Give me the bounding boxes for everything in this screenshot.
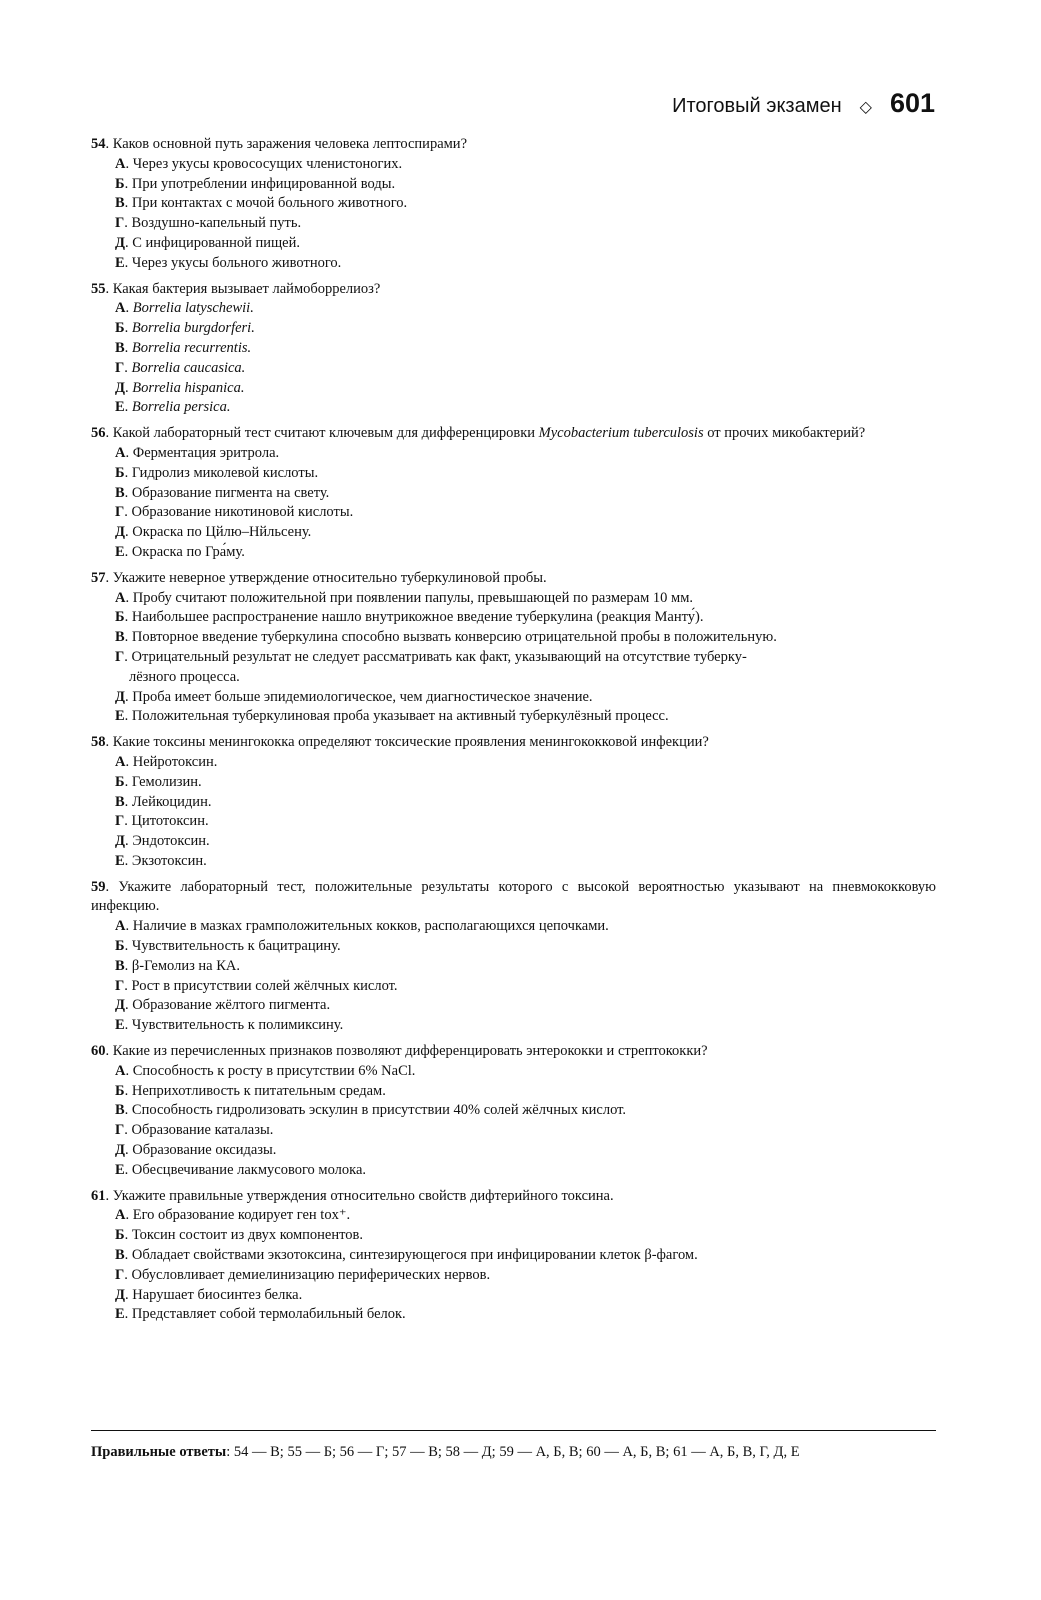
- option-letter: Б: [115, 464, 125, 481]
- option-text: Через укусы больного животного.: [131, 254, 342, 271]
- option-letter: Б: [115, 609, 125, 626]
- question-body: Каков основной путь заражения человека лептоспирами?: [112, 136, 468, 152]
- answer-key-text: 54 — В; 55 — Б; 56 — Г; 57 — В; 58 — Д; 59 — А, Б, В; 60 — А, Б, В; 61 — А, Б, В, Г, Д, Е: [233, 1444, 800, 1460]
- question-number: 60: [91, 1043, 106, 1060]
- option-text: Наибольшее распространение нашло внутрикожное введение туберкулина (реакция Манту́).: [131, 609, 704, 626]
- option-v: В. Лейкоцидин.: [115, 793, 212, 810]
- option-letter: Е: [115, 543, 125, 560]
- diamond-icon: ◇: [859, 97, 872, 116]
- chapter-title: Итоговый экзамен: [672, 95, 842, 117]
- question-54: [91, 135, 936, 274]
- question-body: Укажите лабораторный тест, положительные результаты которого с высокой вероятностью указывают на пневмококковую инфекцию.: [91, 878, 937, 915]
- option-text: Нарушает биосинтез белка.: [132, 1286, 303, 1303]
- option-g: Г. Отрицательный результат не следует рассматривать как факт, указывающий на отсутствие туберку- лёзного процесса.: [115, 648, 936, 688]
- options-list: [115, 299, 936, 418]
- option-letter: А: [115, 753, 126, 770]
- option-b: Б. Гемолизин.: [115, 773, 202, 790]
- option-text: Гидролиз миколевой кислоты.: [131, 464, 319, 481]
- option-letter: Б: [115, 320, 125, 337]
- option-text: Проба имеет больше эпидемиологическое, чем диагностическое значение.: [132, 688, 593, 705]
- option-v: В. Повторное введение туберкулина способно вызвать конверсию отрицательной пробы в положительную.: [115, 629, 777, 646]
- option-b: Б. Гидролиз миколевой кислоты.: [115, 464, 319, 481]
- question-body: Какие токсины менингококка определяют токсические проявления менингококковой инфекции?: [112, 734, 709, 751]
- option-letter: Г: [115, 1266, 125, 1283]
- option-e: Е. Экзотоксин.: [115, 852, 207, 869]
- option-letter: В: [115, 484, 125, 501]
- option-v: В. Способность гидролизовать эскулин в присутствии 40% солей жёлчных кислот.: [115, 1102, 627, 1119]
- options-list: [115, 155, 936, 274]
- option-text: Чувствительность к полимиксину.: [131, 1017, 344, 1034]
- option-text: Borrelia caucasica.: [131, 359, 246, 376]
- option-letter: Д: [115, 1142, 125, 1159]
- question-58: [91, 733, 936, 872]
- option-text: Представляет собой термолабильный белок.: [131, 1306, 406, 1323]
- option-letter: В: [115, 1102, 125, 1119]
- option-a: А. Его образование кодирует ген tox⁺.: [115, 1207, 351, 1224]
- option-letter: Б: [115, 1082, 125, 1099]
- option-text: При контактах с мочой больного животного.: [131, 195, 408, 212]
- option-letter: В: [115, 339, 125, 356]
- option-d: Д. Эндотоксин.: [115, 833, 210, 850]
- option-g: Г. Цитотоксин.: [115, 813, 209, 830]
- option-text: β-Гемолиз на КА.: [131, 957, 241, 974]
- option-d: Д. Проба имеет больше эпидемиологическое, чем диагностическое значение.: [115, 688, 593, 705]
- option-text: Токсин состоит из двух компонентов.: [131, 1227, 363, 1244]
- question-56: [91, 424, 936, 563]
- question-body: Какая бактерия вызывает лаймоборрелиоз?: [112, 280, 381, 297]
- question-61: [91, 1187, 936, 1326]
- option-letter: А: [115, 589, 126, 606]
- option-a: А. Нейротоксин.: [115, 753, 218, 770]
- option-g: Г. Рост в присутствии солей жёлчных кислот.: [115, 977, 398, 994]
- option-b: Б. Borrelia burgdorferi.: [115, 320, 255, 337]
- option-d: Д. Нарушает биосинтез белка.: [115, 1286, 303, 1303]
- option-text-continued: лёзного процесса.: [129, 668, 240, 685]
- option-a: А. Через укусы кровососущих членистоногих.: [115, 155, 403, 172]
- option-text: Способность к росту в присутствии 6% NaCl.: [132, 1062, 416, 1079]
- option-letter: Е: [115, 1306, 125, 1323]
- option-d: Д. Borrelia hispanica.: [115, 379, 245, 396]
- option-v: В. Образование пигмента на свету.: [115, 484, 330, 501]
- question-number: 59: [91, 878, 106, 895]
- option-text: Обладает свойствами экзотоксина, синтезирующегося при инфицировании клеток β-фагом.: [131, 1247, 698, 1264]
- option-letter: Г: [115, 648, 125, 665]
- option-text: Положительная туберкулиновая проба указывает на активный туберкулёзный процесс.: [131, 708, 669, 725]
- option-letter: Д: [115, 234, 125, 251]
- option-g: Г. Обусловливает демиелинизацию периферических нервов.: [115, 1266, 491, 1283]
- option-v: В. β-Гемолиз на КА.: [115, 957, 241, 974]
- option-text: Его образование кодирует ген tox⁺.: [132, 1207, 351, 1224]
- option-letter: Б: [115, 773, 125, 790]
- option-letter: В: [115, 1247, 125, 1264]
- option-text: Borrelia latyschewii.: [132, 300, 254, 317]
- option-d: Д. Образование оксидазы.: [115, 1142, 277, 1159]
- question-number: 54: [91, 136, 106, 152]
- option-text: Образование оксидазы.: [132, 1142, 277, 1159]
- question-60: [91, 1042, 936, 1181]
- option-text: Способность гидролизовать эскулин в присутствии 40% солей жёлчных кислот.: [131, 1102, 627, 1119]
- question-number: 61: [91, 1187, 106, 1204]
- option-text: Повторное введение туберкулина способно вызвать конверсию отрицательной пробы в положительную.: [131, 629, 777, 646]
- option-a: А. Ферментация эритрола.: [115, 444, 280, 461]
- option-letter: Е: [115, 1161, 125, 1178]
- option-text: Обусловливает демиелинизацию периферических нервов.: [131, 1266, 491, 1283]
- option-letter: Д: [115, 524, 125, 541]
- option-e: Е. Обесцвечивание лакмусового молока.: [115, 1161, 367, 1178]
- option-a: А. Borrelia latyschewii.: [115, 300, 254, 317]
- option-text: Borrelia burgdorferi.: [131, 320, 255, 337]
- question-59: [91, 878, 936, 1036]
- option-letter: Е: [115, 399, 125, 416]
- option-a: А. Пробу считают положительной при появлении папулы, превышающей по размерам 10 мм.: [115, 589, 694, 606]
- option-letter: Е: [115, 852, 125, 869]
- option-a: А. Наличие в мазках грамположительных кокков, располагающихся цепочками.: [115, 918, 609, 935]
- option-e: Е. Положительная туберкулиновая проба указывает на активный туберкулёзный процесс.: [115, 708, 669, 725]
- answer-key: Правильные ответы: 54 — В; 55 — Б; 56 — Г; 57 — В; 58 — Д; 59 — А, Б, В; 60 — А, Б, В; 61 — А, Б, В, Г, Д, Е: [91, 1444, 800, 1460]
- option-letter: А: [115, 300, 126, 317]
- question-body: Какой лабораторный тест считают ключевым для дифференцировки: [112, 425, 539, 442]
- option-text: С инфицированной пищей.: [132, 234, 300, 251]
- option-text: Чувствительность к бацитрацину.: [131, 938, 341, 955]
- option-v: В. При контактах с мочой больного животного.: [115, 195, 408, 212]
- option-g: Г. Образование каталазы.: [115, 1122, 274, 1139]
- running-header: [672, 88, 935, 119]
- answer-key-label: Правильные ответы: [91, 1444, 227, 1460]
- question-number: 56: [91, 425, 106, 442]
- option-letter: В: [115, 957, 125, 974]
- options-list: [115, 1062, 936, 1181]
- question-text: 55. Какая бактерия вызывает лаймоборрелиоз?: [91, 280, 381, 297]
- option-d: Д. Образование жёлтого пигмента.: [115, 997, 331, 1014]
- option-d: Д. С инфицированной пищей.: [115, 234, 300, 251]
- option-e: Е. Представляет собой термолабильный белок.: [115, 1306, 406, 1323]
- question-number: 57: [91, 569, 106, 586]
- option-letter: А: [115, 918, 126, 935]
- question-text: 58. Какие токсины менингококка определяют токсические проявления менингококковой инфекции?: [91, 734, 709, 751]
- option-g: Г. Образование никотиновой кислоты.: [115, 504, 354, 521]
- option-letter: Д: [115, 379, 125, 396]
- option-b: Б. Токсин состоит из двух компонентов.: [115, 1227, 363, 1244]
- option-text: Эндотоксин.: [132, 833, 210, 850]
- option-text: Окраска по Цйлю–Нйльсену.: [132, 524, 312, 541]
- question-text: 54. Каков основной путь заражения человека лептоспирами?: [91, 136, 468, 152]
- option-letter: Д: [115, 688, 125, 705]
- option-text: Неприхотливость к питательным средам.: [131, 1082, 386, 1099]
- question-text: 56. Какой лабораторный тест считают ключевым для дифференцировки Mycobacterium tuberculosis от прочих микобактерий?: [91, 425, 866, 442]
- option-letter: А: [115, 155, 126, 172]
- option-text: Окраска по Гра́му.: [131, 543, 245, 560]
- option-letter: Д: [115, 1286, 125, 1303]
- question-body: Какие из перечисленных признаков позволяют дифференцировать энтерококки и стрептококки?: [112, 1043, 708, 1060]
- option-text: Рост в присутствии солей жёлчных кислот.: [131, 977, 398, 994]
- option-letter: Е: [115, 708, 125, 725]
- options-list: [115, 917, 936, 1036]
- option-letter: Б: [115, 175, 125, 192]
- question-number: 55: [91, 280, 106, 297]
- option-b: Б. Наибольшее распространение нашло внутрикожное введение туберкулина (реакция Манту́).: [115, 609, 704, 626]
- option-text: При употреблении инфицированной воды.: [131, 175, 396, 192]
- option-letter: Д: [115, 833, 125, 850]
- footnote-divider: [91, 1430, 936, 1431]
- option-letter: В: [115, 195, 125, 212]
- page-number: 601: [889, 88, 935, 118]
- option-text: Borrelia hispanica.: [132, 379, 245, 396]
- question-57: [91, 569, 936, 727]
- option-d: Д. Окраска по Цйлю–Нйльсену.: [115, 524, 312, 541]
- option-text: Пробу считают положительной при появлении папулы, превышающей по размерам 10 мм.: [132, 589, 694, 606]
- question-55: [91, 280, 936, 419]
- option-letter: Г: [115, 977, 125, 994]
- question-body: Укажите правильные утверждения относительно свойств дифтерийного токсина.: [112, 1187, 614, 1204]
- option-letter: Г: [115, 813, 125, 830]
- question-text: 61. Укажите правильные утверждения относительно свойств дифтерийного токсина.: [91, 1187, 614, 1204]
- option-text: Наличие в мазках грамположительных кокков, располагающихся цепочками.: [132, 918, 609, 935]
- option-letter: В: [115, 629, 125, 646]
- option-text: Образование каталазы.: [131, 1122, 274, 1139]
- option-text: Образование никотиновой кислоты.: [131, 504, 354, 521]
- option-text: Borrelia persica.: [131, 399, 231, 416]
- option-letter: Б: [115, 1227, 125, 1244]
- option-letter: А: [115, 444, 126, 461]
- option-text: Borrelia recurrentis.: [131, 339, 252, 356]
- option-text: Цитотоксин.: [131, 813, 209, 830]
- option-b: Б. При употреблении инфицированной воды.: [115, 175, 396, 192]
- option-b: Б. Неприхотливость к питательным средам.: [115, 1082, 386, 1099]
- question-text: 60. Какие из перечисленных признаков позволяют дифференцировать энтерококки и стрептококки?: [91, 1043, 708, 1060]
- option-text: Нейротоксин.: [132, 753, 218, 770]
- option-text: Обесцвечивание лакмусового молока.: [131, 1161, 367, 1178]
- option-b: Б. Чувствительность к бацитрацину.: [115, 938, 341, 955]
- option-letter: Е: [115, 254, 125, 271]
- option-letter: А: [115, 1207, 126, 1224]
- option-letter: Д: [115, 997, 125, 1014]
- option-letter: Г: [115, 1122, 125, 1139]
- option-v: В. Обладает свойствами экзотоксина, синтезирующегося при инфицировании клеток β-фагом.: [115, 1247, 698, 1264]
- options-list: [115, 1206, 936, 1325]
- option-letter: А: [115, 1062, 126, 1079]
- option-g: Г. Borrelia caucasica.: [115, 359, 246, 376]
- question-body: Укажите неверное утверждение относительно туберкулиновой пробы.: [112, 569, 547, 586]
- options-list: [115, 444, 936, 563]
- option-text: Воздушно-капельный путь.: [131, 215, 302, 232]
- option-text: Отрицательный результат не следует рассматривать как факт, указывающий на отсутствие туберку-: [131, 648, 747, 665]
- option-a: А. Способность к росту в присутствии 6% NaCl.: [115, 1062, 416, 1079]
- option-e: Е. Чувствительность к полимиксину.: [115, 1017, 344, 1034]
- option-letter: Б: [115, 938, 125, 955]
- option-text: Лейкоцидин.: [131, 793, 212, 810]
- option-text: Образование жёлтого пигмента.: [132, 997, 331, 1014]
- question-text: 57. Укажите неверное утверждение относительно туберкулиновой пробы.: [91, 569, 547, 586]
- option-g: Г. Воздушно-капельный путь.: [115, 215, 302, 232]
- question-number: 58: [91, 734, 106, 751]
- option-text: Гемолизин.: [131, 773, 202, 790]
- options-list: [115, 753, 936, 872]
- option-text: Экзотоксин.: [131, 852, 207, 869]
- question-body-end: от прочих микобактерий?: [703, 425, 866, 442]
- organism-name: Mycobacterium tuberculosis: [538, 425, 704, 442]
- question-text: 59. Укажите лабораторный тест, положительные результаты которого с высокой вероятностью указывают на пневмококковую инфекцию.: [91, 878, 937, 915]
- option-e: Е. Через укусы больного животного.: [115, 254, 342, 271]
- option-letter: Г: [115, 359, 125, 376]
- option-letter: Г: [115, 215, 125, 232]
- questions-list: [91, 135, 936, 1331]
- option-v: В. Borrelia recurrentis.: [115, 339, 252, 356]
- option-text: Образование пигмента на свету.: [131, 484, 330, 501]
- option-text: Ферментация эритрола.: [132, 444, 280, 461]
- option-text: Через укусы кровососущих членистоногих.: [132, 155, 403, 172]
- option-e: Е. Окраска по Гра́му.: [115, 543, 245, 560]
- option-letter: Г: [115, 504, 125, 521]
- option-letter: Е: [115, 1017, 125, 1034]
- option-letter: В: [115, 793, 125, 810]
- option-e: Е. Borrelia persica.: [115, 399, 231, 416]
- options-list: [115, 589, 936, 728]
